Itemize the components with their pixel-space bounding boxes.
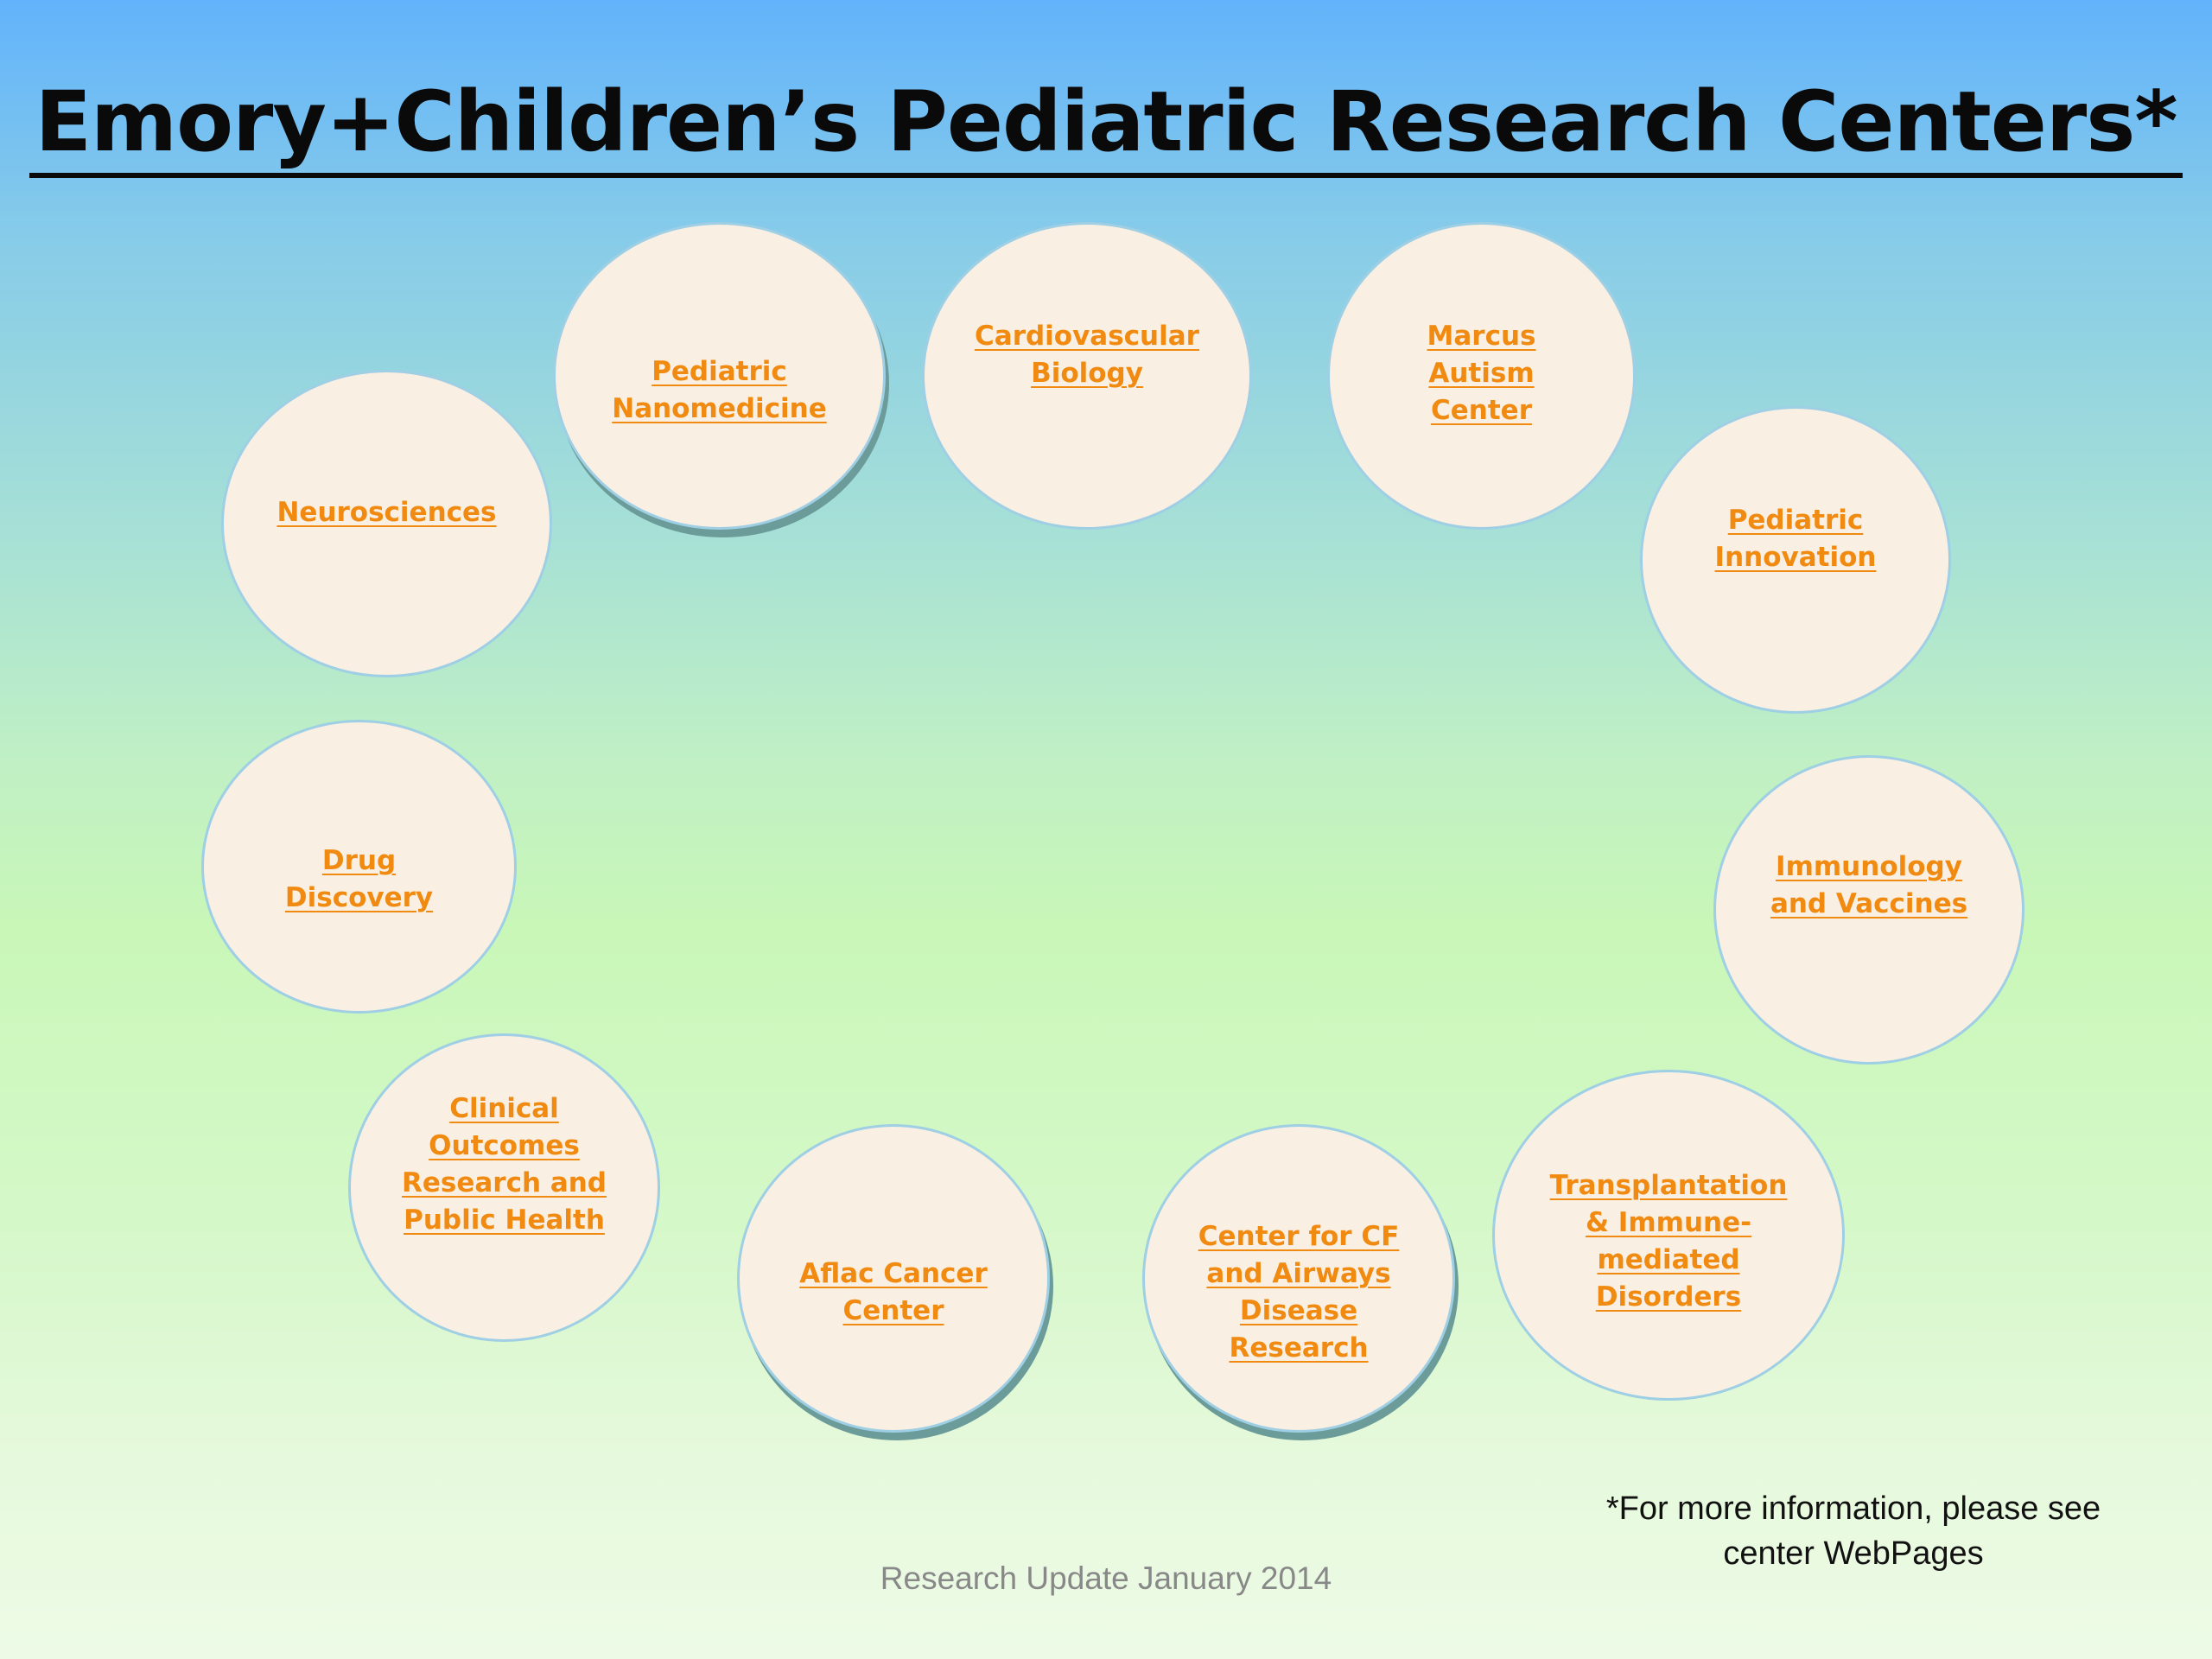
link-neurosciences[interactable]: Neurosciences: [276, 497, 497, 528]
footer-text: Research Update January 2014: [880, 1560, 1332, 1596]
bubble-pediatric-innovation[interactable]: [1640, 406, 1951, 714]
bubble-marcus-autism-center[interactable]: [1327, 222, 1636, 530]
link-immunology-and-vaccines[interactable]: Immunology and Vaccines: [1770, 851, 1968, 919]
link-marcus-autism-center[interactable]: Marcus Autism Center: [1427, 321, 1536, 426]
bubble-neurosciences[interactable]: [221, 370, 552, 677]
page-title: [0, 71, 2212, 178]
bubble-aflac-cancer-center[interactable]: [737, 1124, 1050, 1433]
link-pediatric-nanomedicine[interactable]: Pediatric Nanomedicine: [612, 356, 827, 424]
more-info-note: *For more information, please see center WebPages: [1605, 1491, 2101, 1572]
link-transplantation[interactable]: Transplantation & Immune- mediated Disorders: [1549, 1170, 1788, 1313]
link-clinical-outcomes[interactable]: Clinical Outcomes Research and Public Health: [402, 1093, 607, 1236]
link-pediatric-innovation[interactable]: Pediatric Innovation: [1714, 505, 1877, 573]
bubble-immunology-and-vaccines[interactable]: [1713, 755, 2024, 1065]
bubble-cf-airways[interactable]: [1142, 1124, 1455, 1433]
bubble-drug-discovery[interactable]: [201, 720, 517, 1014]
bubble-pediatric-nanomedicine[interactable]: [553, 222, 886, 530]
page-title-text: Emory+Children’s Pediatric Research Centers*: [29, 71, 2182, 178]
bubble-transplantation[interactable]: [1492, 1070, 1845, 1401]
link-aflac-cancer-center[interactable]: Aflac Cancer Center: [799, 1258, 988, 1326]
link-cf-airways[interactable]: Center for CF and Airways Disease Research: [1198, 1221, 1400, 1363]
bubble-cardiovascular-biology[interactable]: [922, 222, 1252, 530]
link-drug-discovery[interactable]: Drug Discovery: [284, 845, 434, 913]
bubble-clinical-outcomes[interactable]: [348, 1033, 660, 1342]
link-cardiovascular-biology[interactable]: Cardiovascular Biology: [975, 321, 1199, 389]
